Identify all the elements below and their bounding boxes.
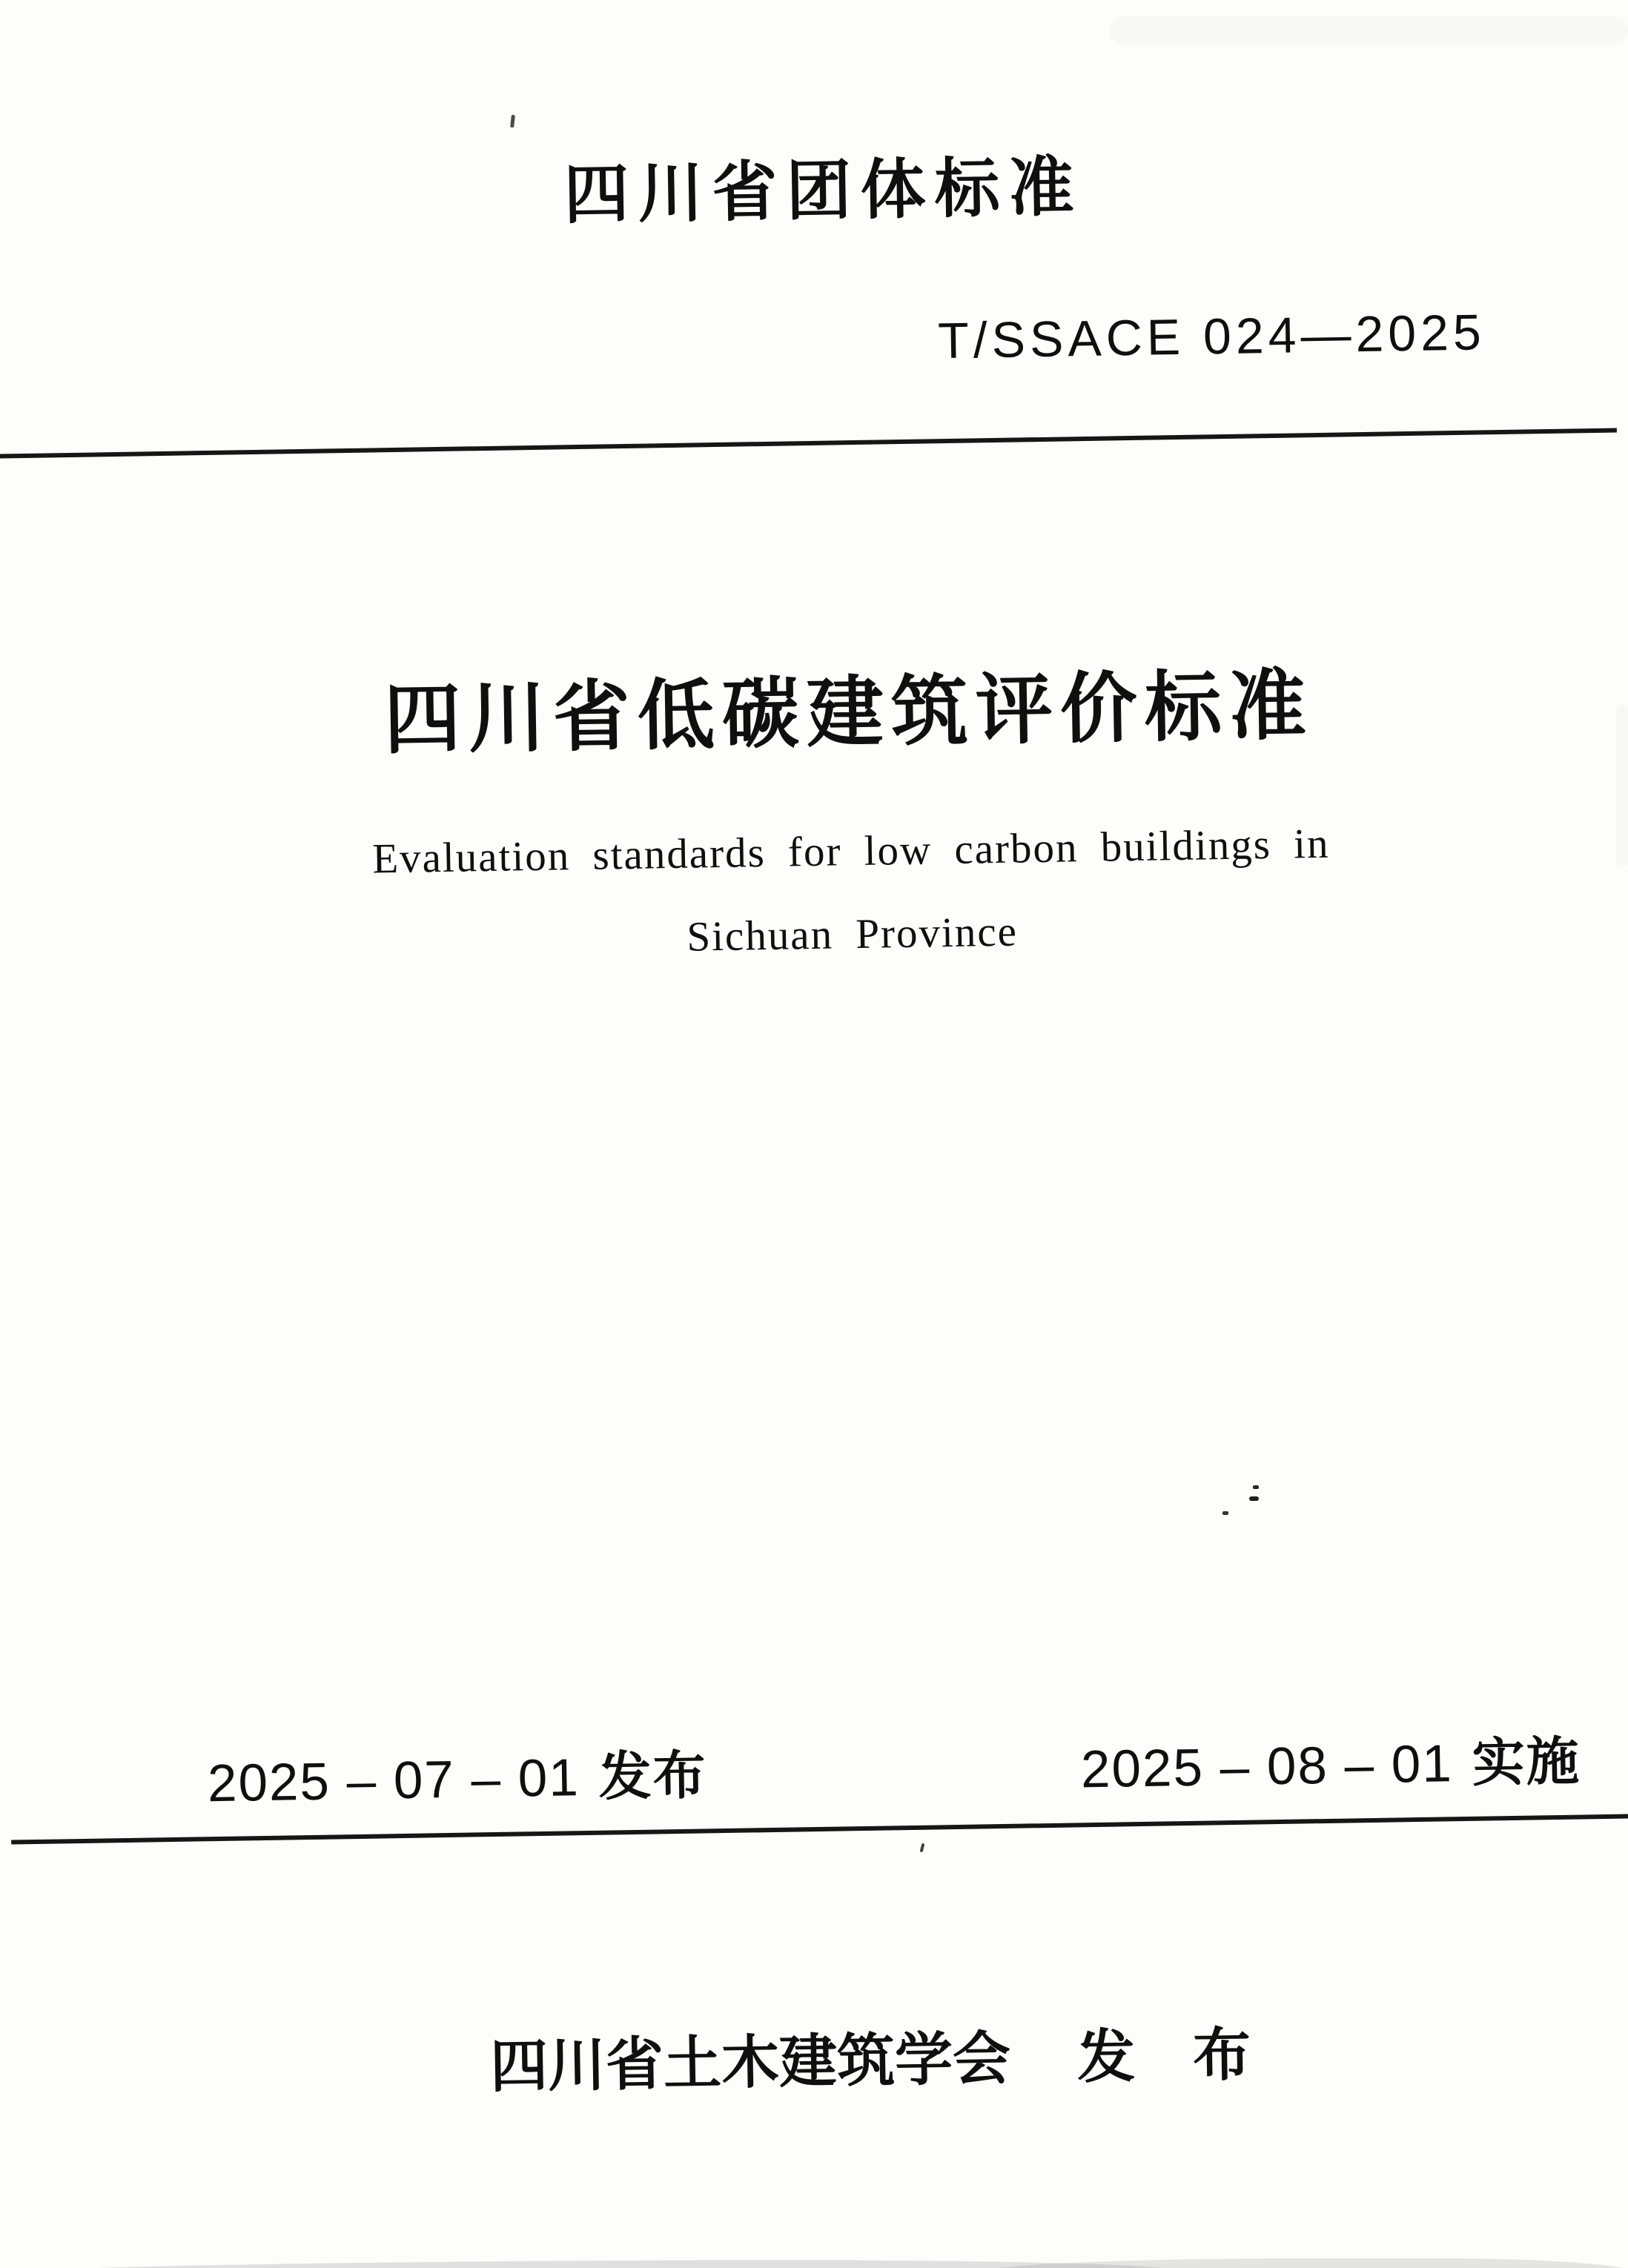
publish-action-label: 发 布: [1076, 2021, 1251, 2090]
implementation-date-line: [1080, 1731, 1581, 1802]
implementation-date: 2025 – 08 – 01: [1080, 1734, 1454, 1800]
top-rule: [0, 428, 1617, 458]
issue-date: 2025 – 07 – 01: [207, 1748, 580, 1814]
scan-speck: [1253, 1485, 1259, 1489]
document-title-english-line1: Evaluation standards for low carbon buildings in: [371, 820, 1330, 883]
scan-speck: [1222, 1511, 1228, 1515]
bottom-rule: [11, 1814, 1628, 1844]
standard-number: T/SSACE 024—2025: [937, 304, 1486, 370]
document-title: 四川省低碳建筑评价标准: [383, 663, 1314, 764]
publisher-line: [97, 2012, 1628, 2108]
scan-speck: [1249, 1496, 1259, 1501]
issue-date-line: [207, 1745, 707, 1815]
issue-label: 发布: [598, 1746, 708, 1807]
document-title-english-line2: Sichuan Province: [686, 908, 1019, 961]
implementation-label: 实施: [1472, 1732, 1581, 1793]
standard-category-heading: 四川省团体标准: [563, 150, 1084, 232]
publisher-name: 四川省土木建筑学会: [489, 2025, 1011, 2100]
